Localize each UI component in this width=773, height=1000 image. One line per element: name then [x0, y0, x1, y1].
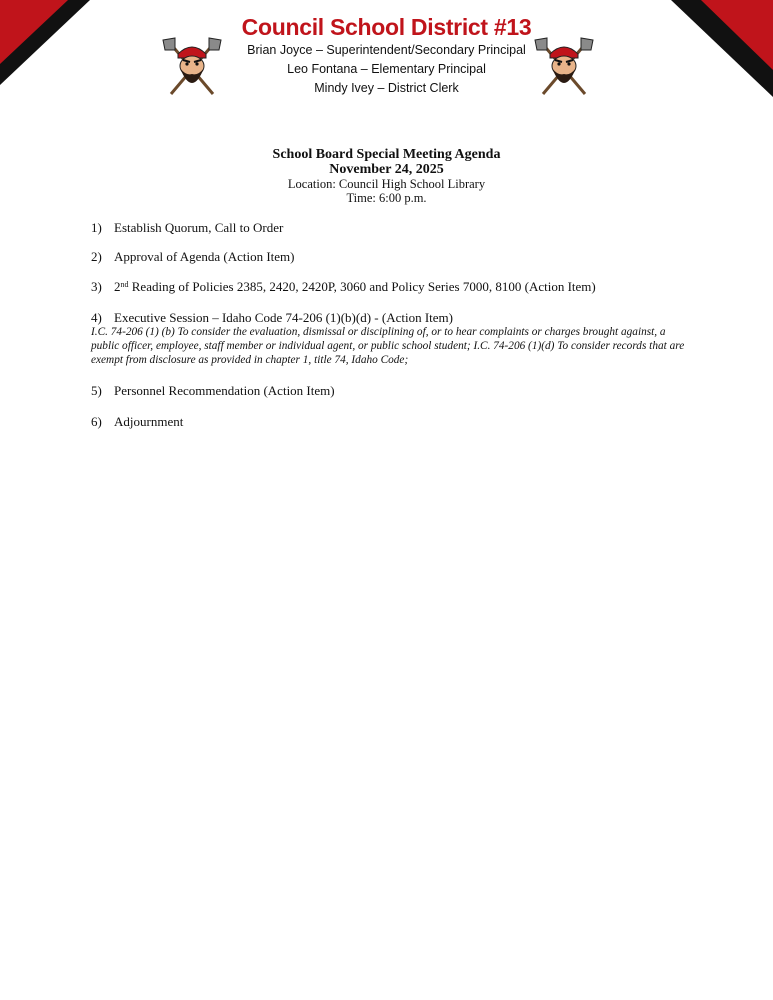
item-number: 1) [91, 220, 102, 235]
staff-superintendent: Brian Joyce – Superintendent/Secondary Principal [247, 43, 526, 57]
agenda-item-2 [91, 249, 295, 264]
letterhead [0, 14, 773, 98]
agenda-item-4 [91, 310, 453, 325]
executive-session-note: I.C. 74-206 (1) (b) To consider the evaluation, dismissal or disciplining of, or to hear complaints or charges brought against, a public officer, employee, staff member or individual agent, or public school student; I.C. 74-206 (1)(d) To consider records that are exempt from disclosure as provided in chapter 1, title 74, Idaho Code; [91, 326, 685, 366]
item-number: 4) [91, 310, 102, 325]
agenda-location: Location: Council High School Library [287, 177, 486, 191]
item-text: Approval of Agenda (Action Item) [114, 249, 295, 264]
agenda-date: November 24, 2025 [329, 162, 444, 177]
district-title: Council School District #13 [241, 14, 532, 40]
staff-elementary-principal: Leo Fontana – Elementary Principal [287, 62, 486, 76]
item-ordinal: 2 [114, 279, 121, 294]
item-number: 6) [91, 414, 102, 429]
item-ordinal-suffix: nd [120, 280, 129, 289]
agenda-item-5 [91, 383, 335, 398]
item-text: Personnel Recommendation (Action Item) [114, 383, 335, 398]
agenda-time: Time: 6:00 p.m. [346, 191, 427, 205]
agenda-header [0, 147, 773, 205]
agenda-item-1 [91, 220, 283, 235]
agenda-item-3 [91, 279, 596, 294]
item-text: Executive Session – Idaho Code 74-206 (1)(b)(d) - (Action Item) [114, 310, 453, 325]
item-text: Establish Quorum, Call to Order [114, 220, 284, 235]
item-number: 2) [91, 249, 102, 264]
item-number: 3) [91, 279, 102, 294]
item-number: 5) [91, 383, 102, 398]
item-text: Reading of Policies 2385, 2420, 2420P, 3060 and Policy Series 7000, 8100 (Action Item) [128, 279, 596, 294]
item-text: Adjournment [114, 414, 184, 429]
agenda-item-6 [91, 414, 183, 429]
agenda-title: School Board Special Meeting Agenda [272, 147, 501, 162]
staff-district-clerk: Mindy Ivey – District Clerk [314, 81, 459, 95]
